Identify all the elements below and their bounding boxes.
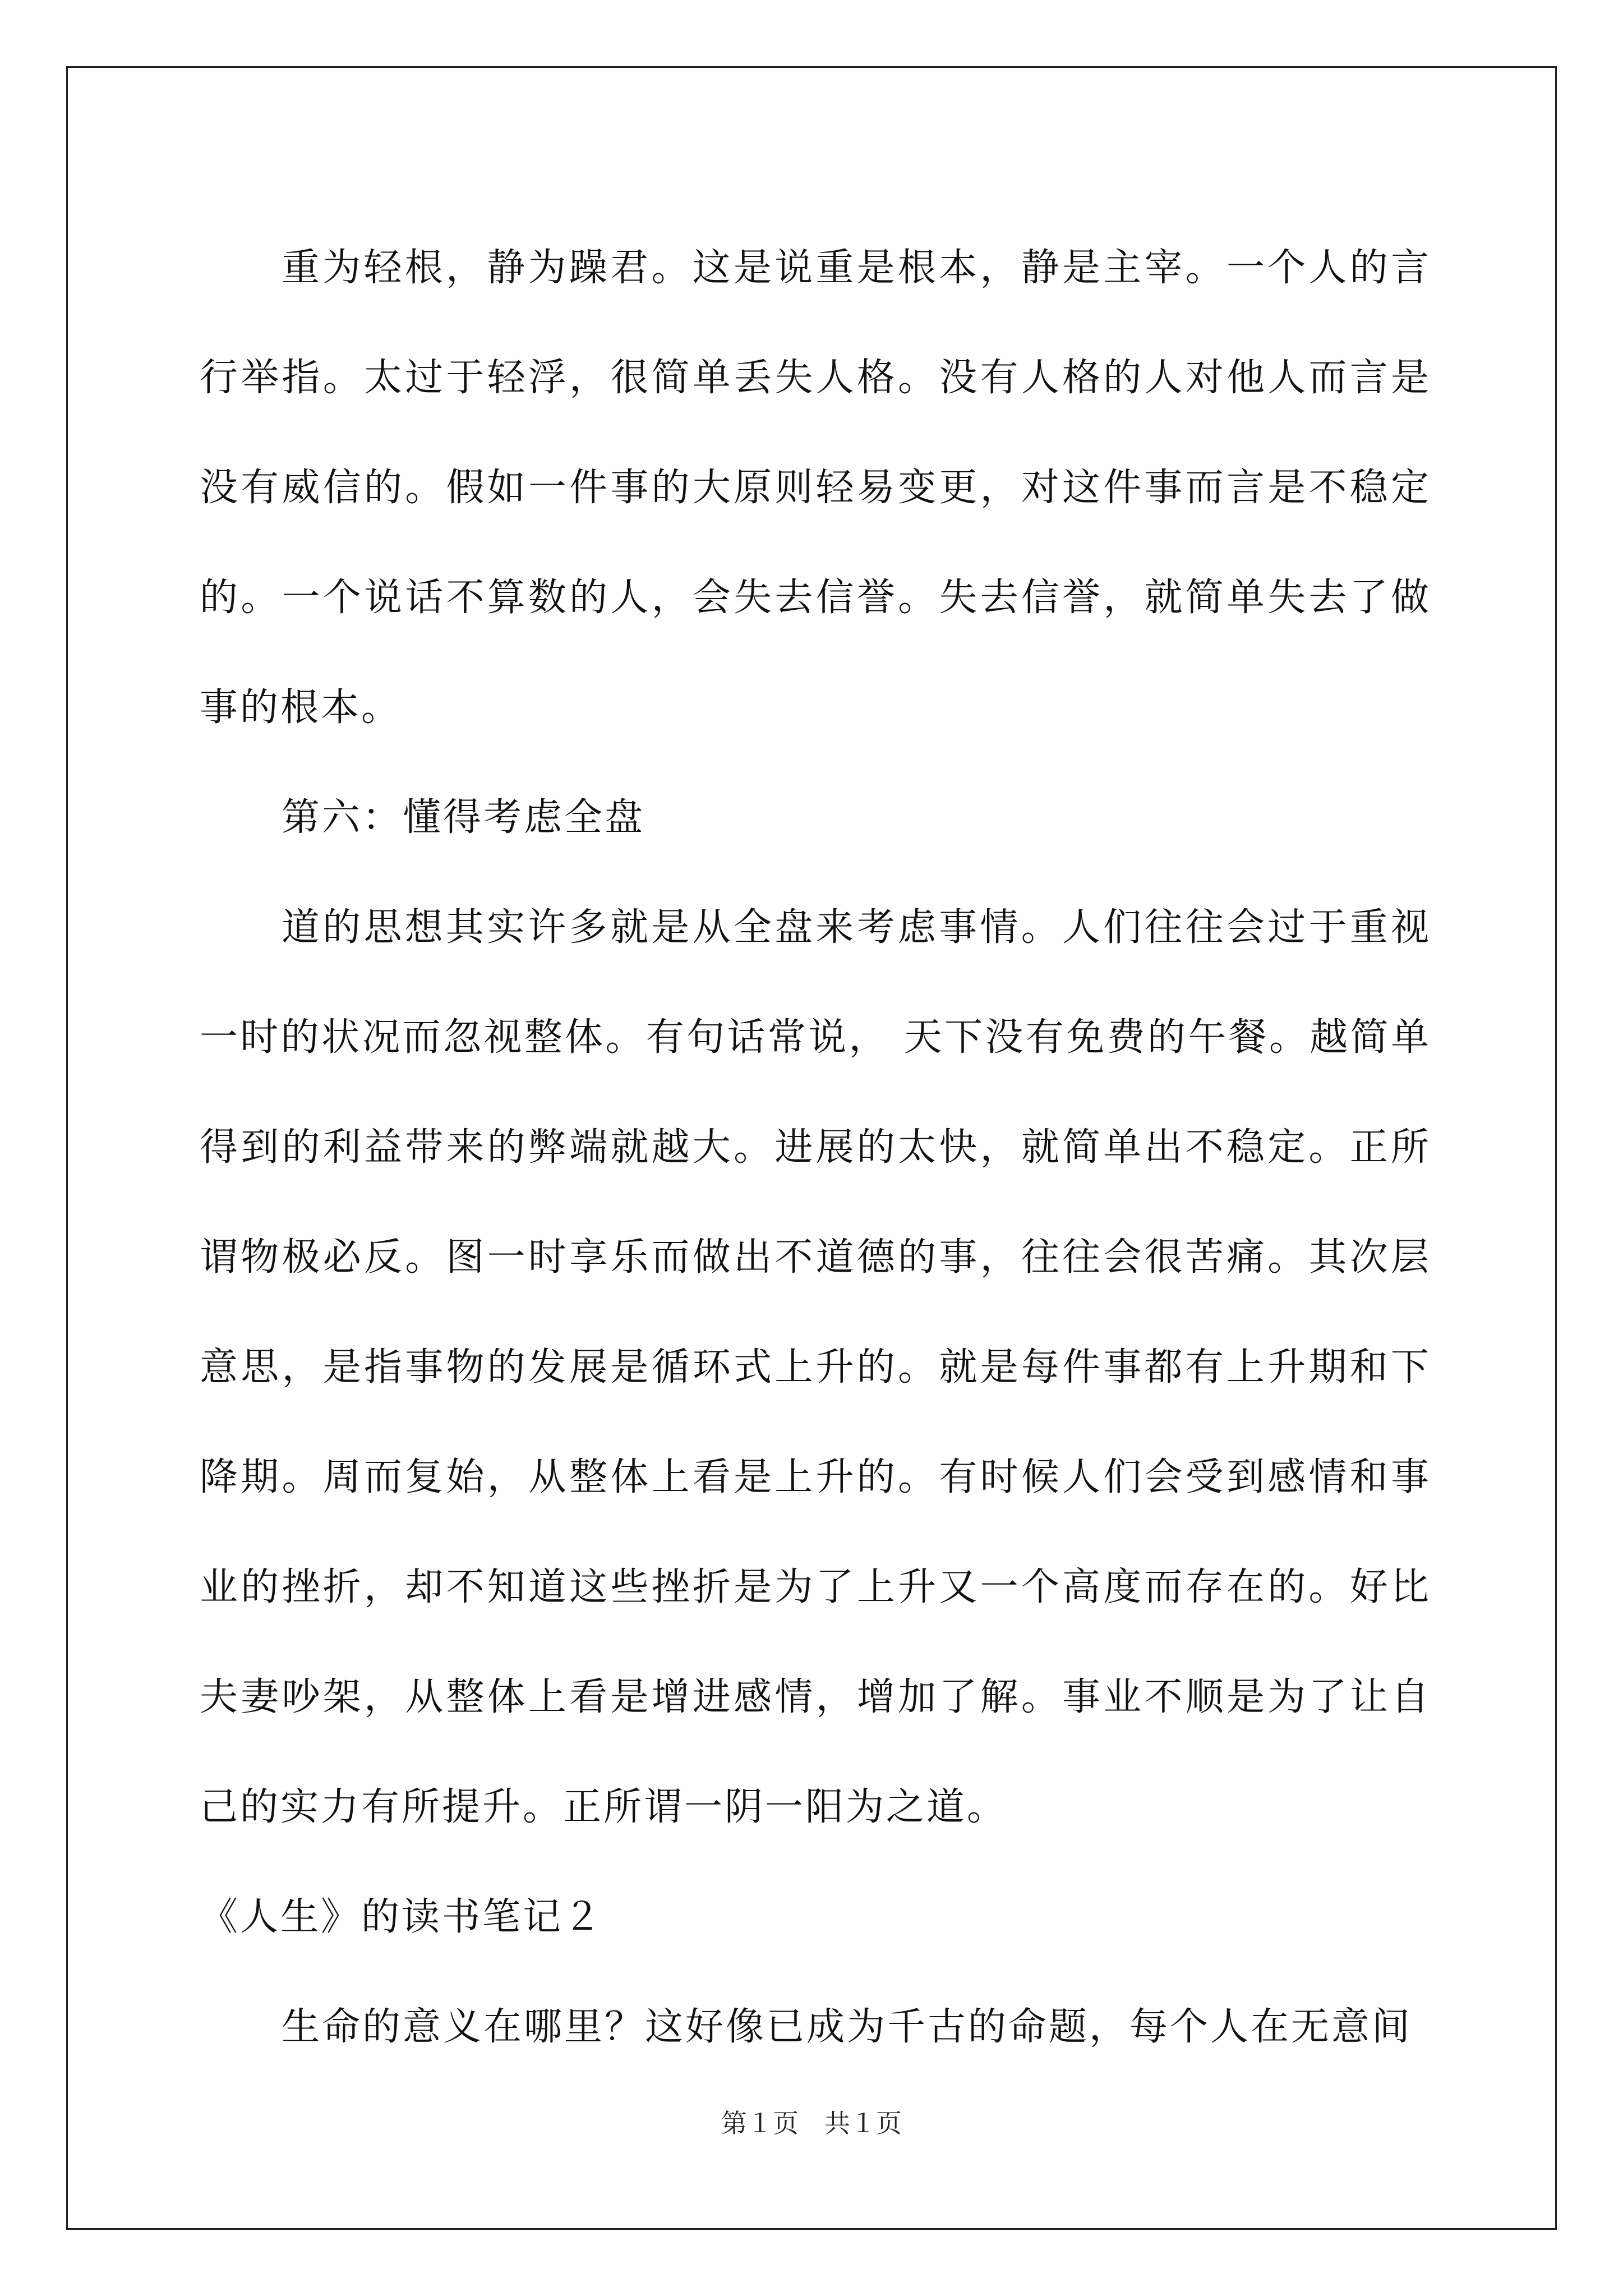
paragraph: 生命的意义在哪里？这好像已成为千古的命题，每个人在无意间 — [282, 2005, 1413, 2049]
page-footer — [0, 2106, 1623, 2140]
page-number: 第１页 共１页 — [721, 2108, 902, 2138]
paragraph: 重为轻根，静为躁君。这是说重是根本，静是主宰。一个人的言行举指。太过于轻浮，很简单丢失人格。没有人格的人对他人而言是没有威信的。假如一件事的大原则轻易变更，对这件事而言是不稳定的。一个说话不算数的人，会失去信誉。失去信誉，就简单失去了做事的根本。 — [200, 246, 1431, 730]
document-body — [200, 213, 1431, 2082]
section-title: 《人生》的读书笔记２ — [200, 1895, 604, 1939]
subheading: 第六：懂得考虑全盘 — [282, 795, 645, 840]
paragraph: 道的思想其实许多就是从全盘来考虑事情。人们往往会过于重视一时的状况而忽视整体。有句话常说， 天下没有免费的午餐。越简单得到的利益带来的弊端就越大。进展的太快，就简单出不稳定。正所谓物极必反。图一时享乐而做出不道德的事，往往会很苦痛。其次层意思，是指事物的发展是循环式上升的。就是每件事都有上升期和下降期。周而复始，从整体上看是上升的。有时候人们会受到感情和事业的挫折，却不知道这些挫折是为了上升又一个高度而存在的。好比夫妻吵架，从整体上看是增进感情，增加了解。事业不顺是为了让自己的实力有所提升。正所谓一阴一阳为之道。 — [200, 905, 1431, 1829]
